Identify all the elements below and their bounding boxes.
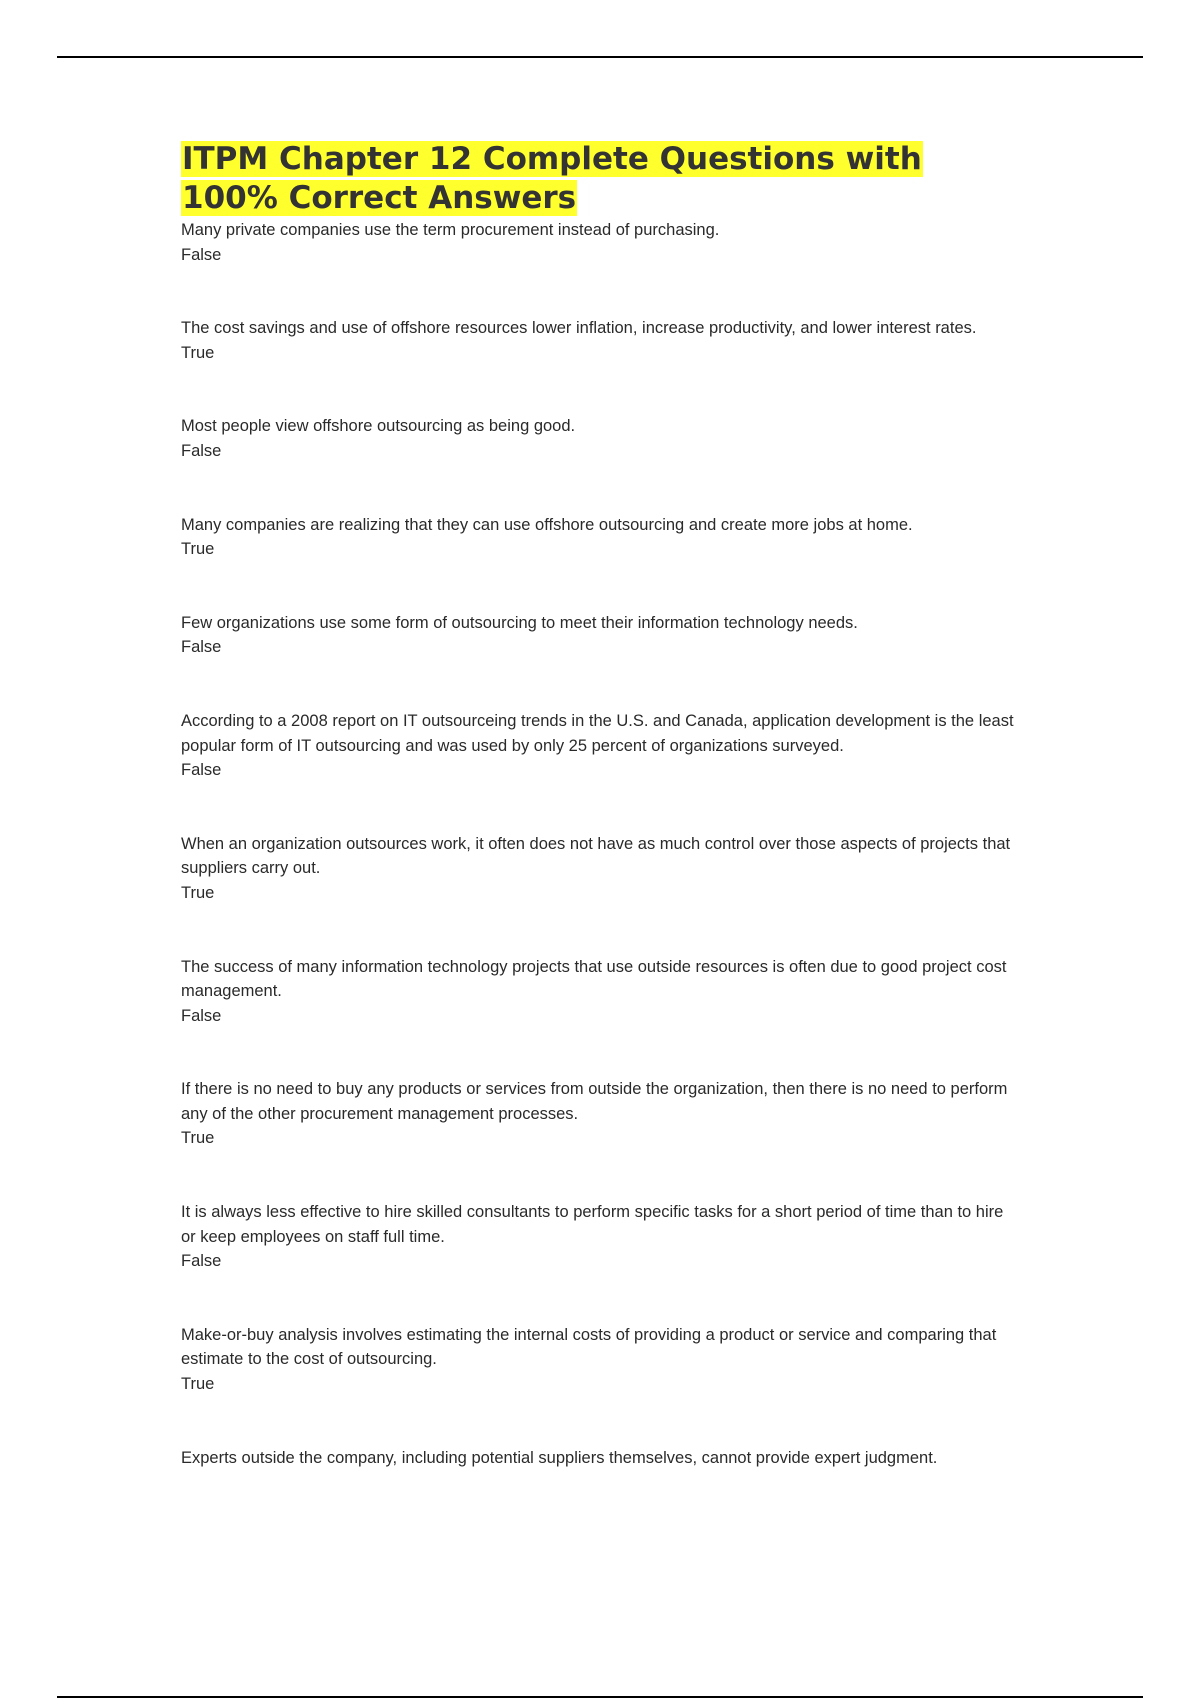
question-text: Make-or-buy analysis involves estimating the internal costs of providing a product or service and comparing that estimate to the cost of outsourcing. <box>181 1325 997 1369</box>
question-list <box>181 218 1021 1470</box>
document-title <box>181 140 1021 218</box>
qa-item <box>181 1077 1021 1151</box>
question-text: If there is no need to buy any products or services from outside the organization, then there is no need to perform any of the other procurement management processes. <box>181 1080 1008 1123</box>
question-text: Few organizations use some form of outsourcing to meet their information technology needs. <box>181 613 858 632</box>
question-text: The success of many information technology projects that use outside resources is often due to good project cost management. <box>181 957 1007 1001</box>
qa-item <box>181 1446 1021 1471</box>
answer-text: False <box>181 441 222 460</box>
qa-item <box>181 1200 1021 1274</box>
qa-item <box>181 709 1021 783</box>
answer-text: False <box>181 1006 222 1025</box>
answer-text: False <box>181 638 222 657</box>
qa-item <box>181 414 1021 463</box>
question-text: Experts outside the company, including potential suppliers themselves, cannot provide expert judgment. <box>181 1448 938 1467</box>
qa-item <box>181 611 1021 660</box>
question-text: The cost savings and use of offshore resources lower inflation, increase productivity, and lower interest rates. <box>181 319 977 338</box>
qa-item <box>181 218 1021 267</box>
answer-text: True <box>181 343 215 362</box>
document-body <box>181 140 1021 1470</box>
question-text: Many companies are realizing that they can use offshore outsourcing and create more jobs at home. <box>181 515 913 534</box>
title-highlight: ITPM Chapter 12 Complete Questions with 100% Correct Answers <box>182 141 922 216</box>
question-text: According to a 2008 report on IT outsourceing trends in the U.S. and Canada, application development is the least popular form of IT outsourcing and was used by only 25 percent of organizations surveyed. <box>181 711 1014 755</box>
answer-text: False <box>181 245 222 264</box>
top-rule <box>57 56 1143 58</box>
qa-item <box>181 832 1021 906</box>
bottom-rule <box>57 1696 1143 1698</box>
answer-text: False <box>181 761 222 780</box>
question-text: Most people view offshore outsourcing as being good. <box>181 417 576 436</box>
answer-text: True <box>181 1129 215 1148</box>
question-text: When an organization outsources work, it often does not have as much control over those aspects of projects that suppliers carry out. <box>181 834 1011 878</box>
question-text: It is always less effective to hire skilled consultants to perform specific tasks for a short period of time than to hire or keep employees on staff full time. <box>181 1203 1004 1246</box>
answer-text: False <box>181 1252 222 1271</box>
qa-item <box>181 513 1021 562</box>
qa-item <box>181 316 1021 365</box>
qa-item <box>181 1323 1021 1397</box>
answer-text: True <box>181 1375 215 1394</box>
answer-text: True <box>181 540 215 559</box>
question-text: Many private companies use the term procurement instead of purchasing. <box>181 221 720 239</box>
qa-item <box>181 955 1021 1029</box>
answer-text: True <box>181 883 215 902</box>
